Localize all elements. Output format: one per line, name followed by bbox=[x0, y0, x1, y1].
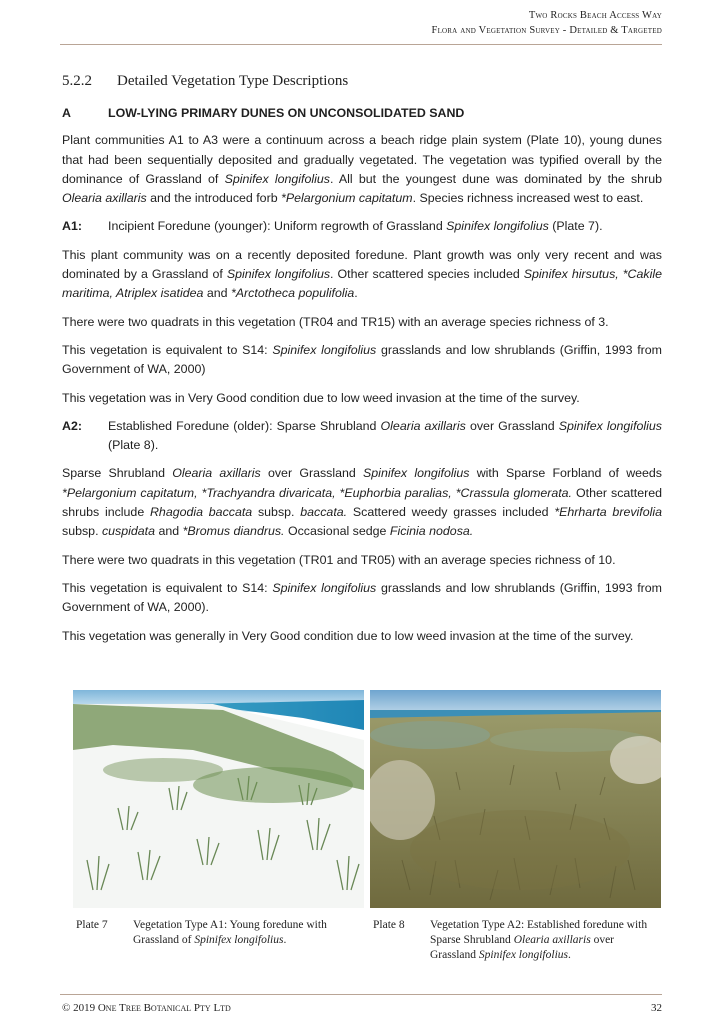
plate-8-label: Plate 8 bbox=[373, 919, 405, 931]
a1-code: A1: bbox=[62, 219, 82, 234]
a2-heading: A2: Established Foredune (older): Sparse Shrubland Olearia axillaris over Grassland Spinifex longifolius (Plate 8). bbox=[62, 417, 662, 456]
plate-8-photo bbox=[370, 690, 661, 908]
a1-equivalence: This vegetation is equivalent to S14: Spinifex longifolius grasslands and low shrublands (Griffin, 1993 from Government of WA, 2000) bbox=[62, 342, 662, 377]
a1-heading: A1: Incipient Foredune (younger): Uniform regrowth of Grassland Spinifex longifolius (Plate 7). bbox=[62, 217, 662, 236]
section-title: Detailed Vegetation Type Descriptions bbox=[117, 73, 349, 89]
plate-7-photo bbox=[73, 690, 364, 908]
subsection-heading bbox=[62, 104, 662, 123]
subsection-letter: A bbox=[62, 106, 71, 120]
a2-description: Sparse Shrubland Olearia axillaris over Grassland Spinifex longifolius with Sparse Forbland of weeds *Pelargonium capitatum, *Trachyandra divaricata, *Euphorbia paralias, *Crassula glomerata. Other scattered shrubs include Rhagodia baccata subsp. baccata. Scattered weedy grasses included *Ehrharta brevifolia subsp. cuspidata and *Bromus diandrus. Occasional sedge Ficinia nodosa. bbox=[62, 466, 663, 539]
running-header bbox=[432, 8, 662, 38]
section-number: 5.2.2 bbox=[62, 73, 92, 89]
document-body bbox=[62, 104, 662, 655]
plate-8-caption: Plate 8 Vegetation Type A2: Established foredune with Sparse Shrubland Olearia axillaris over Grassland Spinifex longifolius. bbox=[373, 919, 648, 961]
plate-7-caption: Plate 7 Vegetation Type A1: Young foredune with Grassland of Spinifex longifolius. bbox=[76, 919, 327, 946]
footer-divider bbox=[60, 994, 662, 995]
header-project-title: Two Rocks Beach Access Way bbox=[528, 10, 662, 21]
page-number: 32 bbox=[651, 1002, 662, 1014]
subsection-title: LOW-LYING PRIMARY DUNES ON UNCONSOLIDATED SAND bbox=[108, 106, 465, 120]
a2-code: A2: bbox=[62, 418, 82, 433]
header-divider bbox=[60, 44, 662, 45]
a1-quadrats: There were two quadrats in this vegetation (TR04 and TR15) with an average species richness of 3. bbox=[62, 314, 609, 329]
plate-7-label: Plate 7 bbox=[76, 919, 108, 931]
footer-copyright: © 2019 One Tree Botanical Pty Ltd bbox=[62, 1002, 231, 1014]
intro-paragraph: Plant communities A1 to A3 were a continuum across a beach ridge plain system (Plate 10), young dunes that had been sequentially deposited and gradually vegetated. The vegetation was typified overall by the dominance of Grassland of Spinifex longifolius. All but the youngest dune was dominated by the shrub Olearia axillaris and the introduced forb *Pelargonium capitatum. Species richness increased west to east. bbox=[62, 133, 662, 206]
a2-condition: This vegetation was generally in Very Good condition due to low weed invasion at the time of the survey. bbox=[62, 628, 634, 643]
a1-description: This plant community was on a recently deposited foredune. Plant growth was only very recent and was dominated by a Grassland of Spinifex longifolius. Other scattered species included Spinifex hirsutus, *Cakile maritima, Atriplex isatidea and *Arctotheca populifolia. bbox=[62, 247, 662, 301]
a2-quadrats: There were two quadrats in this vegetation (TR01 and TR05) with an average species richness of 10. bbox=[62, 552, 616, 567]
section-heading bbox=[62, 73, 348, 90]
a1-condition: This vegetation was in Very Good condition due to low weed invasion at the time of the survey. bbox=[62, 390, 580, 405]
header-report-title: Flora and Vegetation Survey - Detailed & Targeted bbox=[431, 25, 662, 36]
a2-equivalence: This vegetation is equivalent to S14: Spinifex longifolius grasslands and low shrublands (Griffin, 1993 from Government of WA, 2000). bbox=[62, 580, 662, 615]
